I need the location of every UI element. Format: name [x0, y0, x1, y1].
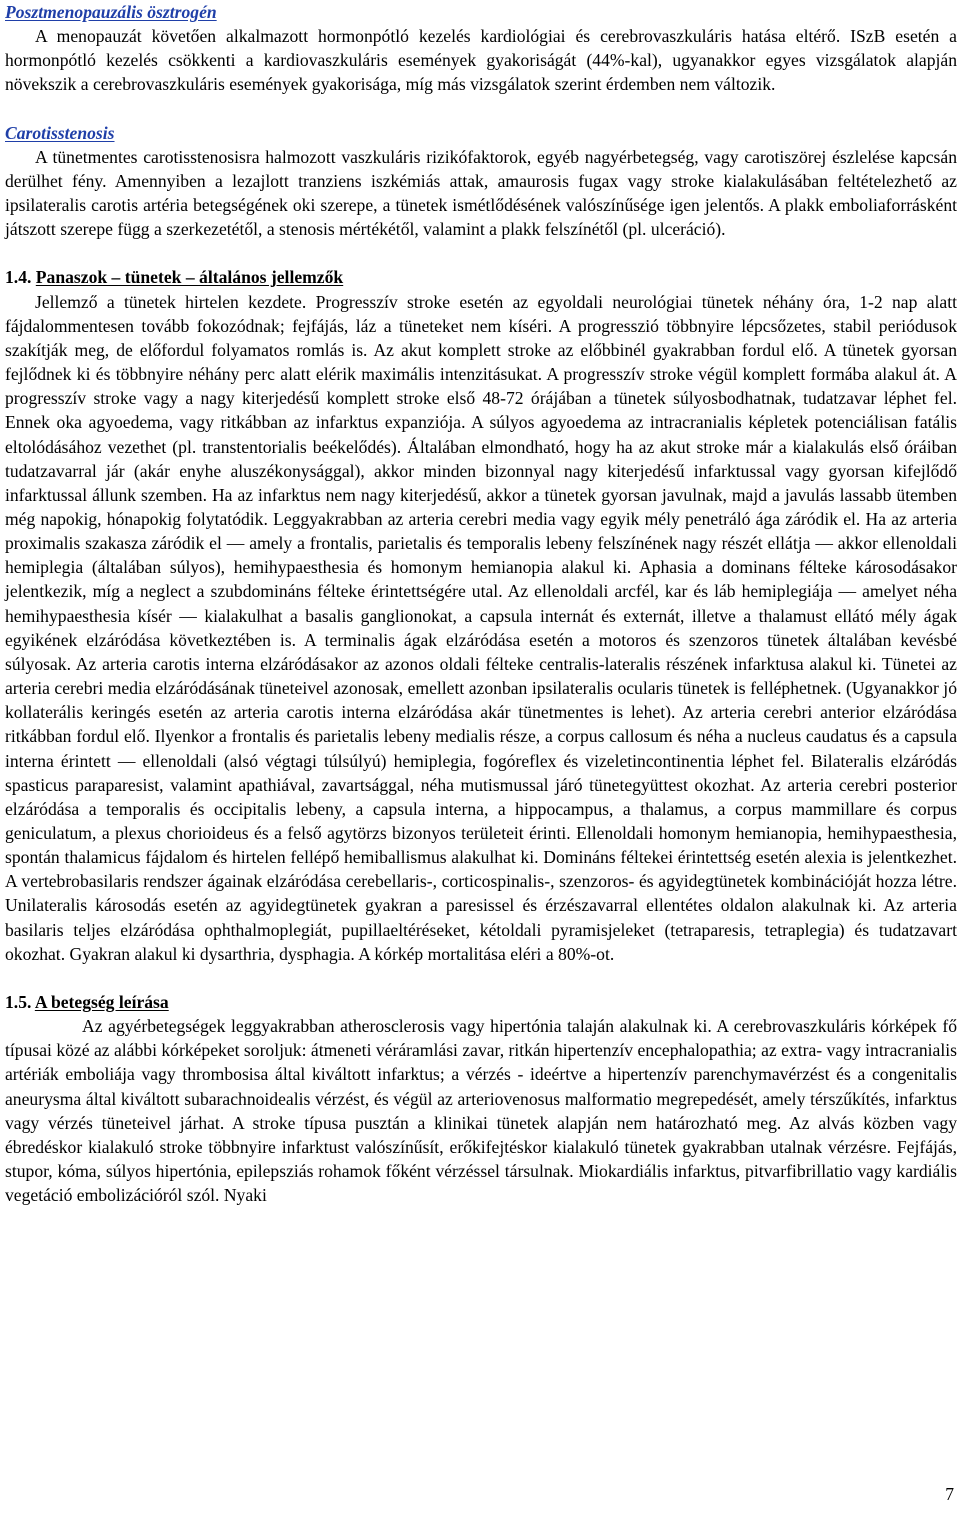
section-number-description: 1.5.	[5, 991, 32, 1012]
section-postmenopausal	[5, 0, 957, 97]
section-title-complaints	[5, 265, 957, 289]
section-title-description	[5, 990, 957, 1014]
section-heading-complaints: Panaszok – tünetek – általános jellemzők	[35, 267, 344, 288]
section-number-complaints: 1.4.	[5, 267, 32, 288]
section-heading-postmenopausal: Posztmenopauzális ösztrogén	[5, 2, 217, 22]
section-complaints	[5, 265, 957, 966]
section-heading-description: A betegség leírása	[34, 991, 169, 1012]
paragraph-description: Az agyérbetegségek leggyakrabban atherosclerosis vagy hipertónia talaján alakulnak ki. A cerebrovaszkuláris kórképek fő típusai közé az alábbi kórképeket soroljuk: átmeneti véráramlási zavar, ritkán hipertenzív encephalopathia; az extra- vagy intracranialis artériák emboliája vagy thrombosisa által kiváltott infarktus; a vérzés - ideértve a hipertenzív parenchymavérzést és a congenitalis aneurysma által kiváltott subarachnoidealis vérzést, és végül az arteriovenosus malformatio megrepedését, amely térszűkítés, infarktus vagy vérzés tüneteivel járhat. A stroke típusa pusztán a klinikai tünetek alapján nem határozható meg. Az alvás közben vagy ébredéskor kialakuló stroke többnyire infarktust valószínűsít, erőkifejtéskor kialakuló tünetek gyakrabban utalnak vérzésre. Fejfájás, stupor, kóma, súlyos hipertónia, epilepsziás rohamok főként vérzéssel társulnak. Miokardiális infarktus, pitvarfibrillatio vagy kardiális vegetáció embolizációról szól. Nyaki	[5, 1016, 957, 1206]
section-heading-carotis: Carotisstenosis	[5, 122, 115, 143]
section-carotis	[5, 121, 957, 242]
paragraph-postmenopausal: A menopauzát követően alkalmazott hormonpótló kezelés kardiológiai és cerebrovaszkuláris hatása eltérő. ISzB esetén a hormonpótló kezelés csökkenti a kardiovaszkuláris események gyakoriságát (44%-kal), ugyanakkor egyes vizsgálatok alapján növekszik a cerebrovaszkuláris események gyakorisága, míg más vizsgálatok szerint érdemben nem változik.	[5, 26, 957, 95]
paragraph-carotis: A tünetmentes carotisstenosisra halmozott vaszkuláris rizikófaktorok, egyéb nagyérbetegség, vagy carotiszörej észlelése kapcsán derülhet fény. Amennyiben a lezajlott tranziens iszkémiás attak, amaurosis fugax vagy stroke kialakulásában feltételezhető az ipsilateralis carotis artéria betegségének oki szerepe, a tünetek ismétlődésének valószínűsége igen jelentős. A plakk emboliaforrásként játszott szerepe függ a szerkezetétől, a stenosis mértékétől, valamint a plakk felszínétől (pl. ulceráció).	[5, 146, 957, 240]
page-number: 7	[945, 1484, 954, 1504]
paragraph-complaints: Jellemző a tünetek hirtelen kezdete. Progresszív stroke esetén az egyoldali neurológiai tünetek néhány óra, 1-2 nap alatt fájdalommentesen tovább fokozódnak; fejfájás, láz a tüneteket nem kíséri. A progresszió többnyire lépcsőzetes, stabil periódusok szakítják meg, de előfordul folyamatos romlás is. Az akut komplett stroke az előbbinél gyakrabban fordul elő. A tünetek gyorsan fejlődnek ki és többnyire néhány perc alatt elérik maximális intenzitásukat. A progresszív stroke végül komplett formába alakul át. A progresszív stroke vagy a nagy kiterjedésű komplett stroke első 48-72 órájában a tünetek súlyosbodhatnak, tudatzavar léphet fel. Ennek oka agyoedema, vagy ritkábban az infarktus expanziója. A súlyos agyoedema az intracranialis képletek potenciálisan fatális eltolódásához vezethet (pl. transtentorialis beékelődés). Általában elmondható, hogy ha az akut stroke már a kialakulás első óráiban tudatzavarral jár (akár enyhe aluszékonysággal), akkor minden bizonnyal nagy kiterjedésű infarktussal vagy gyorsan kifejlődő infarktussal állunk szemben. Ha az infarktus nem nagy kiterjedésű, akkor a tünetek gyorsan javulnak, majd a javulás lassabb ütemben még napokig, hónapokig folytatódik. Leggyakrabban az arteria cerebri media vagy egyik mély penetráló ága záródik el. Ha az arteria proximalis szakasza záródik el — amely a frontalis, parietalis és temporalis lebeny felszínének nagy részét ellátja — akkor ellenoldali hemiplegia (általában súlyos), hemihypaesthesia és homonym hemianopia alakul ki. Aphasia a dominans félteke károsodásakor jelentkezik, míg a neglect a szubdomináns félteke érintettségére utal. Az ellenoldali arcfél, kar és láb hemiplegiája — amelyet néha hemihypaesthesia kísér — kialakulhat a basalis ganglionokat, a capsula internát és externát, illetve a thalamust ellátó mély ágak egyikének elzáródása következtében is. A terminalis ágak elzáródása esetén a motoros és szenzoros tünetek általában kevésbé súlyosak. Az arteria carotis interna elzáródásakor az azonos oldali félteke centralis-lateralis részének infarktusa alakul ki. Tünetei az arteria cerebri media elzáródásának tüneteivel azonosak, emellett azonban ipsilateralis ocularis tünetek is felléphetnek. (Ugyanakkor jó kollaterális keringés esetén az arteria carotis interna elzáródása akár tünetmentes is lehet). Az arteria cerebri anterior elzáródása ritkábban fordul elő. Ilyenkor a frontalis és parietalis lebeny medialis része, a corpus callosum és néha a nucleus caudatus és a capsula interna érintett — ellenoldali (alsó végtagi túlsúlyú) hemiplegia, fogóreflex és vizeletincontinentia léphet fel. Bilateralis elzáródás spasticus paraparesist, valamint apathiával, zavartsággal, néha mutismussal járó tünetegyüttest okozhat. Az arteria cerebri posterior elzáródása a temporalis és occipitalis lebeny, a capsula interna, a hippocampus, a thalamus, a corpus mammillare és corpus geniculatum, a plexus chorioideus és a felső agytörzs bizonyos területeit érinti. Ellenoldali homonym hemianopia, hemihypaesthesia, spontán thalamicus fájdalom és hirtelen fellépő hemiballismus alakulhat ki. Domináns féltekei érintettség esetén alexia is jelentkezhet. A vertebrobasilaris rendszer ágainak elzáródása cerebellaris-, corticospinalis-, szenzoros- és agyidegtünetek kombinációját hozza létre. Unilateralis károsodás esetén az agyidegtünetek gyakran a paresissel és érzészavarral ellentétes oldalon alakulnak ki. Az arteria basilaris teljes elzáródása ophthalmoplegiát, pupillaeltéréseket, kétoldali pyramisjeleket (tetraparesis, tetraplegia) és tudatzavart okozhat. Gyakran alakul ki dysarthria, dysphagia. A kórkép mortalitása eléri a 80%-ot.	[5, 291, 957, 964]
section-description	[5, 990, 957, 1207]
document-page	[5, 0, 957, 1207]
